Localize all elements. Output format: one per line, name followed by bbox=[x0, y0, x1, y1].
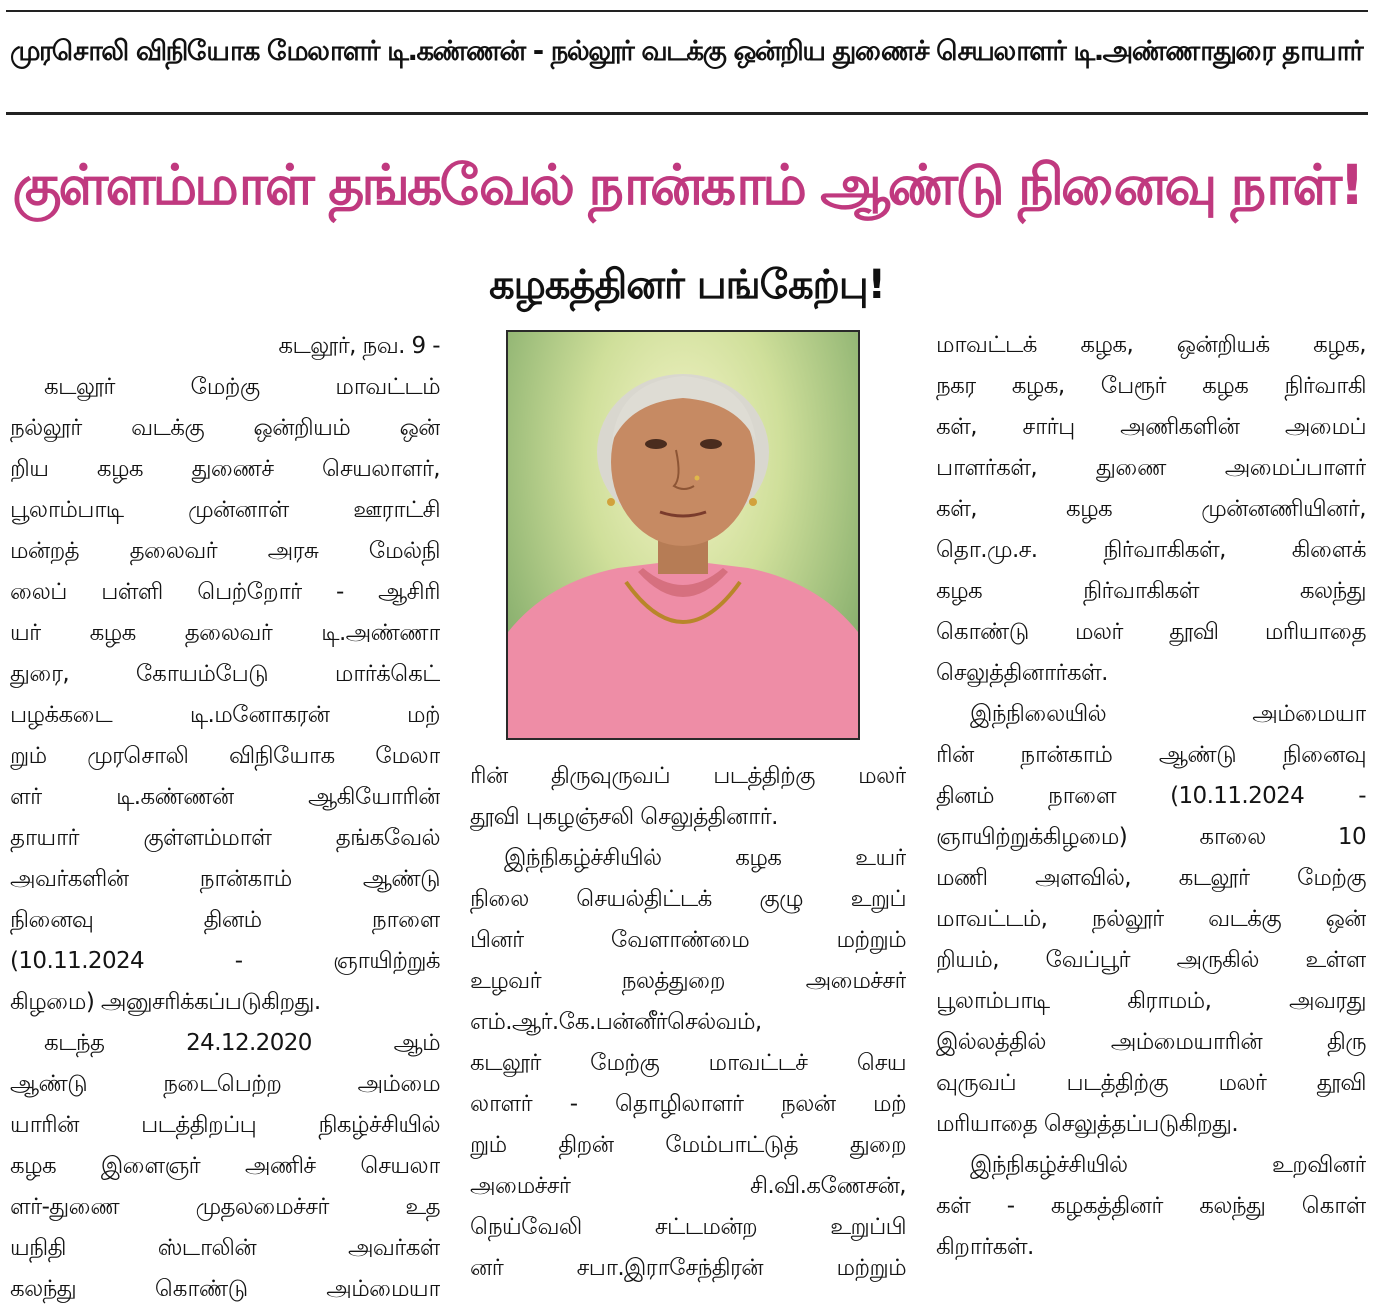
body-line: ஆண்டு நடைபெற்ற அம்மை bbox=[10, 1071, 440, 1097]
body-line: மன்றத் தலைவர் அரசு மேல்நி bbox=[10, 538, 440, 564]
body-line: யர் கழக தலைவர் டி.அண்ணா bbox=[10, 620, 440, 646]
body-line: லாளர் - தொழிலாளர் நலன் மற் bbox=[470, 1091, 906, 1117]
article-column-left bbox=[10, 326, 440, 1310]
body-line: நகர கழக, பேரூர் கழக நிர்வாகி bbox=[936, 373, 1366, 399]
body-line: நல்லூர் வடக்கு ஒன்றியம் ஒன் bbox=[10, 415, 440, 441]
body-line: ளர்-துணை முதலமைச்சர் உத bbox=[10, 1194, 440, 1220]
body-line: றியம், வேப்பூர் அருகில் உள்ள bbox=[936, 947, 1366, 973]
body-line: உழவர் நலத்துறை அமைச்சர் bbox=[470, 968, 906, 994]
body-line: றிய கழக துணைச் செயலாளர், bbox=[10, 456, 440, 482]
body-line: துரை, கோயம்பேடு மார்க்கெட் bbox=[10, 661, 440, 687]
body-line: கிழமை) அனுசரிக்கப்படுகிறது. bbox=[10, 989, 321, 1015]
body-line: செலுத்தினார்கள். bbox=[936, 660, 1108, 686]
body-line: நினைவு தினம் நாளை bbox=[10, 907, 440, 933]
article-column-right bbox=[936, 325, 1366, 1268]
body-line: இல்லத்தில் அம்மையாரின் திரு bbox=[936, 1029, 1366, 1055]
body-line: கலந்து கொண்டு அம்மையா bbox=[10, 1276, 440, 1302]
top-rule bbox=[6, 10, 1368, 12]
body-line: இந்நிகழ்ச்சியில் கழக உயர் bbox=[504, 845, 906, 871]
body-line: கிறார்கள். bbox=[936, 1234, 1034, 1260]
body-line: னர் சபா.இராசேந்திரன் மற்றும் bbox=[470, 1255, 906, 1281]
body-line: கடலூர் மேற்கு மாவட்டச் செய bbox=[470, 1050, 906, 1076]
body-line: இந்நிகழ்ச்சியில் உறவினர் bbox=[970, 1152, 1366, 1178]
body-line: அவர்களின் நான்காம் ஆண்டு bbox=[10, 866, 440, 892]
body-line: தாயார் குள்ளம்மாள் தங்கவேல் bbox=[10, 825, 440, 851]
body-line: கழக இளைஞர் அணிச் செயலா bbox=[10, 1153, 440, 1179]
body-line: பூலாம்பாடி முன்னாள் ஊராட்சி bbox=[10, 497, 440, 523]
body-line: கடந்த 24.12.2020 ஆம் bbox=[44, 1030, 440, 1056]
body-line: பினர் வேளாண்மை மற்றும் bbox=[470, 927, 906, 953]
portrait-photo bbox=[506, 330, 860, 740]
body-line: நிலை செயல்திட்டக் குழு உறுப் bbox=[470, 886, 906, 912]
body-line: (10.11.2024 - ஞாயிற்றுக் bbox=[10, 948, 440, 974]
body-line: கள் - கழகத்தினர் கலந்து கொள் bbox=[936, 1193, 1366, 1219]
body-line: ளர் டி.கண்ணன் ஆகியோரின் bbox=[10, 784, 440, 810]
body-line: றும் திறன் மேம்பாட்டுத் துறை bbox=[470, 1132, 906, 1158]
body-line: வுருவப் படத்திற்கு மலர் தூவி bbox=[936, 1070, 1366, 1096]
body-line: எம்.ஆர்.கே.பன்னீர்செல்வம், bbox=[470, 1009, 762, 1035]
body-line: பாளர்கள், துணை அமைப்பாளர் bbox=[936, 455, 1366, 481]
divider-rule bbox=[6, 112, 1368, 115]
body-line: தொ.மு.ச. நிர்வாகிகள், கிளைக் bbox=[936, 537, 1366, 563]
body-line: தினம் நாளை (10.11.2024 - bbox=[936, 783, 1366, 809]
body-line: கள், கழக முன்னணியினர், bbox=[936, 496, 1366, 522]
article-column-middle bbox=[470, 756, 906, 1289]
body-line: கொண்டு மலர் தூவி மரியாதை bbox=[936, 619, 1366, 645]
body-line: றும் முரசொலி விநியோக மேலா bbox=[10, 743, 440, 769]
body-line: மாவட்டக் கழக, ஒன்றியக் கழக, bbox=[936, 332, 1366, 358]
dateline: கடலூர், நவ. 9 - bbox=[278, 333, 440, 359]
body-line: கடலூர் மேற்கு மாவட்டம் bbox=[44, 374, 440, 400]
headline: குள்ளம்மாள் தங்கவேல் நான்காம் ஆண்டு நினைவு நாள்! bbox=[12, 153, 1362, 218]
body-line: பூலாம்பாடி கிராமம், அவரது bbox=[936, 988, 1366, 1014]
body-line: ஞாயிற்றுக்கிழமை) காலை 10 bbox=[936, 824, 1366, 850]
body-line: ரின் திருவுருவப் படத்திற்கு மலர் bbox=[470, 763, 906, 789]
body-line: யாரின் படத்திறப்பு நிகழ்ச்சியில் bbox=[10, 1112, 440, 1138]
body-line: பழக்கடை டி.மனோகரன் மற் bbox=[10, 702, 440, 728]
kicker-line: முரசொலி விநியோக மேலாளர் டி.கண்ணன் - நல்லூர் வடக்கு ஒன்றிய துணைச் செயலாளர் டி.அண்ணாதுரை தாயார் bbox=[10, 35, 1363, 67]
body-line: மணி அளவில், கடலூர் மேற்கு bbox=[936, 865, 1366, 891]
body-line: நெய்வேலி சட்டமன்ற உறுப்பி bbox=[470, 1214, 906, 1240]
body-line: கள், சார்பு அணிகளின் அமைப் bbox=[936, 414, 1366, 440]
body-line: இந்நிலையில் அம்மையா bbox=[970, 701, 1366, 727]
body-line: ரின் நான்காம் ஆண்டு நினைவு bbox=[936, 742, 1366, 768]
body-line: கழக நிர்வாகிகள் கலந்து bbox=[936, 578, 1366, 604]
body-line: தூவி புகழஞ்சலி செலுத்தினார். bbox=[470, 804, 778, 830]
subheadline: கழகத்தினர் பங்கேற்பு! bbox=[489, 262, 885, 308]
body-line: மரியாதை செலுத்தப்படுகிறது. bbox=[936, 1111, 1239, 1137]
body-line: அமைச்சர் சி.வி.கணேசன், bbox=[470, 1173, 906, 1199]
body-line: யநிதி ஸ்டாலின் அவர்கள் bbox=[10, 1235, 440, 1261]
body-line: லைப் பள்ளி பெற்றோர் - ஆசிரி bbox=[10, 579, 440, 605]
body-line: மாவட்டம், நல்லூர் வடக்கு ஒன் bbox=[936, 906, 1366, 932]
